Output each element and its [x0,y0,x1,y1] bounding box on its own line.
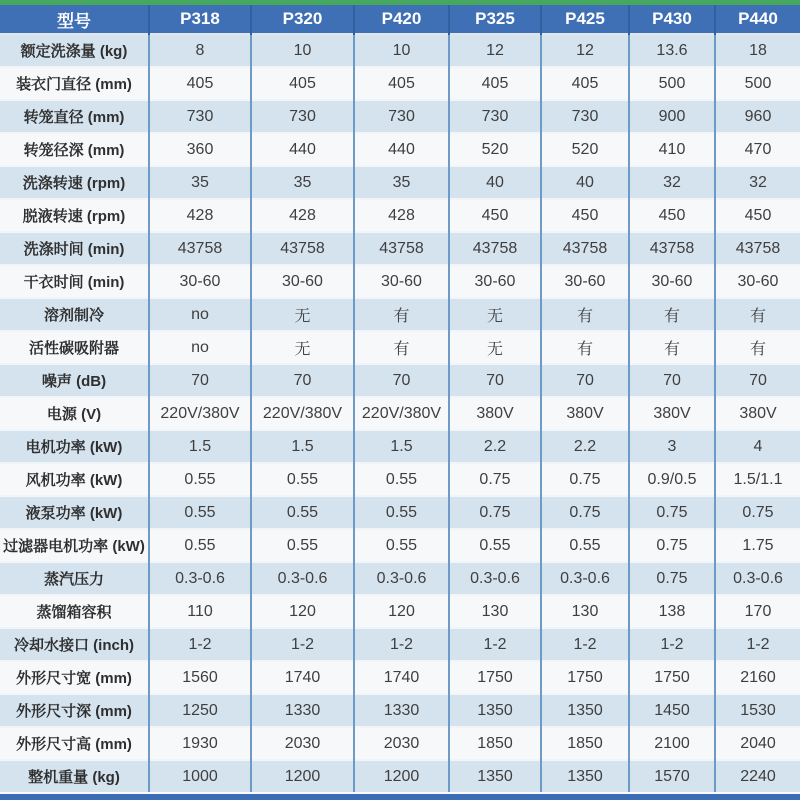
spec-value-cell: 1.5 [354,430,449,463]
spec-value-cell: 30-60 [541,265,629,298]
spec-value-cell: 1560 [149,661,251,694]
spec-value-cell: 0.9/0.5 [629,463,715,496]
spec-value-cell: 0.55 [354,463,449,496]
spec-value-cell: 120 [354,595,449,628]
spec-value-cell: 0.75 [449,496,541,529]
spec-value-cell: 1.5 [251,430,354,463]
spec-value-cell: 405 [251,67,354,100]
spec-value-cell: 40 [449,166,541,199]
spec-value-cell: 0.55 [449,529,541,562]
spec-value-cell: 440 [354,133,449,166]
spec-value-cell: 900 [629,100,715,133]
spec-value-cell: 730 [354,100,449,133]
spec-value-cell: 1570 [629,760,715,792]
spec-value-cell: 220V/380V [149,397,251,430]
spec-label-cell: 外形尺寸高 (mm) [0,727,149,760]
spec-value-cell: 1-2 [629,628,715,661]
table-row [0,661,800,694]
spec-value-cell: 1740 [354,661,449,694]
spec-value-cell: 1740 [251,661,354,694]
spec-value-cell: 43758 [251,232,354,265]
spec-value-cell: 0.3-0.6 [715,562,800,595]
spec-value-cell: 有 [354,331,449,364]
spec-value-cell: 1-2 [541,628,629,661]
table-header [0,3,800,35]
spec-value-cell: 428 [251,199,354,232]
spec-value-cell: 0.3-0.6 [149,562,251,595]
spec-label-cell: 过滤器电机功率 (kW) [0,529,149,562]
spec-label-cell: 噪声 (dB) [0,364,149,397]
spec-value-cell: 0.55 [251,496,354,529]
spec-value-cell: 43758 [541,232,629,265]
spec-value-cell: 380V [541,397,629,430]
spec-label-cell: 洗涤转速 (rpm) [0,166,149,199]
spec-value-cell: 1.75 [715,529,800,562]
spec-value-cell: 1200 [251,760,354,792]
spec-value-cell: 120 [251,595,354,628]
table-row [0,397,800,430]
model-header-p440: P440 [715,3,800,35]
spec-value-cell: 0.55 [541,529,629,562]
spec-label-cell: 电机功率 (kW) [0,430,149,463]
spec-value-cell: 0.55 [149,463,251,496]
spec-value-cell: 70 [149,364,251,397]
spec-value-cell: 无 [449,331,541,364]
spec-value-cell: 730 [149,100,251,133]
table-row [0,496,800,529]
spec-value-cell: 1-2 [354,628,449,661]
table-row [0,265,800,298]
spec-value-cell: 440 [251,133,354,166]
spec-value-cell: 35 [251,166,354,199]
spec-value-cell: 0.3-0.6 [541,562,629,595]
spec-value-cell: 520 [541,133,629,166]
table-row [0,430,800,463]
table-row [0,595,800,628]
table-row [0,133,800,166]
spec-value-cell: 1200 [354,760,449,792]
header-row [0,3,800,35]
spec-value-cell: 10 [251,34,354,67]
spec-value-cell: 12 [449,34,541,67]
spec-value-cell: 2.2 [449,430,541,463]
spec-value-cell: 1000 [149,760,251,792]
spec-value-cell: 450 [449,199,541,232]
spec-value-cell: 1.5 [149,430,251,463]
spec-value-cell: 有 [715,298,800,331]
spec-label-cell: 活性碳吸附器 [0,331,149,364]
spec-value-cell: 35 [354,166,449,199]
spec-value-cell: 有 [715,331,800,364]
spec-value-cell: 428 [354,199,449,232]
spec-label-cell: 电源 (V) [0,397,149,430]
spec-value-cell: 1850 [449,727,541,760]
spec-value-cell: 2100 [629,727,715,760]
spec-value-cell: 43758 [149,232,251,265]
spec-value-cell: 0.75 [449,463,541,496]
table-row [0,100,800,133]
spec-value-cell: 12 [541,34,629,67]
model-header-p325: P325 [449,3,541,35]
spec-value-cell: 380V [715,397,800,430]
spec-value-cell: 30-60 [629,265,715,298]
spec-value-cell: 4 [715,430,800,463]
spec-value-cell: 0.55 [149,529,251,562]
spec-label-cell: 整机重量 (kg) [0,760,149,792]
spec-value-cell: 70 [251,364,354,397]
spec-value-cell: 0.75 [629,562,715,595]
spec-value-cell: 70 [541,364,629,397]
table-row [0,529,800,562]
table-body [0,34,800,792]
spec-value-cell: 30-60 [449,265,541,298]
table-row [0,562,800,595]
spec-value-cell: 32 [715,166,800,199]
spec-value-cell: 360 [149,133,251,166]
spec-value-cell: 43758 [449,232,541,265]
spec-label-cell: 脱液转速 (rpm) [0,199,149,232]
spec-value-cell: 1350 [541,760,629,792]
spec-value-cell: 无 [449,298,541,331]
spec-value-cell: 1850 [541,727,629,760]
table-row [0,166,800,199]
spec-value-cell: 1330 [354,694,449,727]
spec-value-cell: 410 [629,133,715,166]
spec-label-cell: 洗涤时间 (min) [0,232,149,265]
spec-value-cell: 18 [715,34,800,67]
spec-value-cell: 130 [541,595,629,628]
spec-value-cell: 2160 [715,661,800,694]
spec-value-cell: 1750 [541,661,629,694]
spec-value-cell: no [149,331,251,364]
spec-value-cell: 450 [715,199,800,232]
spec-value-cell: 0.55 [354,529,449,562]
spec-value-cell: 520 [449,133,541,166]
table-row [0,199,800,232]
spec-value-cell: 13.6 [629,34,715,67]
spec-value-cell: 405 [541,67,629,100]
spec-value-cell: 3 [629,430,715,463]
spec-value-cell: 0.75 [541,496,629,529]
table-row [0,727,800,760]
spec-value-cell: 1350 [541,694,629,727]
table-row [0,67,800,100]
spec-value-cell: 0.3-0.6 [449,562,541,595]
spec-value-cell: 1530 [715,694,800,727]
spec-value-cell: 0.75 [715,496,800,529]
spec-value-cell: 无 [251,331,354,364]
model-header-p430: P430 [629,3,715,35]
spec-value-cell: 1350 [449,760,541,792]
table-row [0,331,800,364]
spec-value-cell: 有 [354,298,449,331]
spec-value-cell: no [149,298,251,331]
spec-label-cell: 蒸汽压力 [0,562,149,595]
spec-label-cell: 外形尺寸宽 (mm) [0,661,149,694]
model-header-p420: P420 [354,3,449,35]
spec-value-cell: 0.75 [541,463,629,496]
spec-value-cell: 0.75 [629,529,715,562]
spec-value-cell: 0.55 [251,463,354,496]
spec-value-cell: 有 [629,298,715,331]
spec-value-cell: 138 [629,595,715,628]
spec-value-cell: 70 [354,364,449,397]
spec-value-cell: 380V [629,397,715,430]
spec-value-cell: 30-60 [715,265,800,298]
spec-value-cell: 有 [629,331,715,364]
spec-value-cell: 730 [251,100,354,133]
spec-value-cell: 220V/380V [354,397,449,430]
spec-value-cell: 70 [449,364,541,397]
spec-value-cell: 450 [629,199,715,232]
spec-label-cell: 干衣时间 (min) [0,265,149,298]
spec-label-cell: 液泵功率 (kW) [0,496,149,529]
model-header-p320: P320 [251,3,354,35]
table-row [0,298,800,331]
spec-value-cell: 428 [149,199,251,232]
spec-value-cell: 43758 [715,232,800,265]
spec-value-cell: 730 [449,100,541,133]
table-row [0,364,800,397]
spec-value-cell: 130 [449,595,541,628]
spec-label-cell: 转笼径深 (mm) [0,133,149,166]
model-header-p425: P425 [541,3,629,35]
spec-value-cell: 405 [149,67,251,100]
spec-value-cell: 35 [149,166,251,199]
spec-value-cell: 110 [149,595,251,628]
model-column-header: 型号 [0,3,149,35]
spec-label-cell: 溶剂制冷 [0,298,149,331]
spec-value-cell: 1-2 [715,628,800,661]
spec-value-cell: 1330 [251,694,354,727]
spec-value-cell: 有 [541,331,629,364]
spec-label-cell: 外形尺寸深 (mm) [0,694,149,727]
spec-value-cell: 0.55 [149,496,251,529]
spec-value-cell: 730 [541,100,629,133]
spec-value-cell: 30-60 [251,265,354,298]
spec-value-cell: 2030 [354,727,449,760]
spec-value-cell: 70 [715,364,800,397]
spec-value-cell: 43758 [354,232,449,265]
table-row [0,463,800,496]
spec-value-cell: 1350 [449,694,541,727]
model-header-p318: P318 [149,3,251,35]
spec-value-cell: 70 [629,364,715,397]
spec-value-cell: 500 [629,67,715,100]
spec-value-cell: 405 [354,67,449,100]
spec-value-cell: 450 [541,199,629,232]
spec-value-cell: 470 [715,133,800,166]
spec-value-cell: 无 [251,298,354,331]
spec-value-cell: 2240 [715,760,800,792]
spec-value-cell: 0.3-0.6 [251,562,354,595]
spec-value-cell: 960 [715,100,800,133]
bottom-accent-bar [0,792,800,800]
spec-value-cell: 0.55 [251,529,354,562]
spec-value-cell: 1450 [629,694,715,727]
spec-value-cell: 32 [629,166,715,199]
table-row [0,628,800,661]
spec-value-cell: 1750 [449,661,541,694]
spec-value-cell: 1-2 [149,628,251,661]
spec-value-cell: 0.75 [629,496,715,529]
table-row [0,34,800,67]
table-row [0,760,800,792]
spec-value-cell: 2.2 [541,430,629,463]
spec-value-cell: 2030 [251,727,354,760]
spec-value-cell: 1930 [149,727,251,760]
spec-value-cell: 10 [354,34,449,67]
spec-value-cell: 0.55 [354,496,449,529]
table-row [0,694,800,727]
spec-value-cell: 30-60 [354,265,449,298]
spec-value-cell: 1-2 [251,628,354,661]
table-row [0,232,800,265]
spec-label-cell: 转笼直径 (mm) [0,100,149,133]
spec-value-cell: 170 [715,595,800,628]
spec-value-cell: 1-2 [449,628,541,661]
spec-value-cell: 500 [715,67,800,100]
spec-value-cell: 0.3-0.6 [354,562,449,595]
spec-value-cell: 1750 [629,661,715,694]
spec-value-cell: 1.5/1.1 [715,463,800,496]
spec-value-cell: 40 [541,166,629,199]
spec-value-cell: 380V [449,397,541,430]
spec-value-cell: 30-60 [149,265,251,298]
spec-label-cell: 额定洗涤量 (kg) [0,34,149,67]
spec-value-cell: 8 [149,34,251,67]
spec-label-cell: 冷却水接口 (inch) [0,628,149,661]
spec-value-cell: 405 [449,67,541,100]
spec-label-cell: 装衣门直径 (mm) [0,67,149,100]
spec-value-cell: 有 [541,298,629,331]
spec-value-cell: 2040 [715,727,800,760]
spec-value-cell: 1250 [149,694,251,727]
spec-value-cell: 220V/380V [251,397,354,430]
spec-label-cell: 风机功率 (kW) [0,463,149,496]
spec-value-cell: 43758 [629,232,715,265]
spec-label-cell: 蒸馏箱容积 [0,595,149,628]
